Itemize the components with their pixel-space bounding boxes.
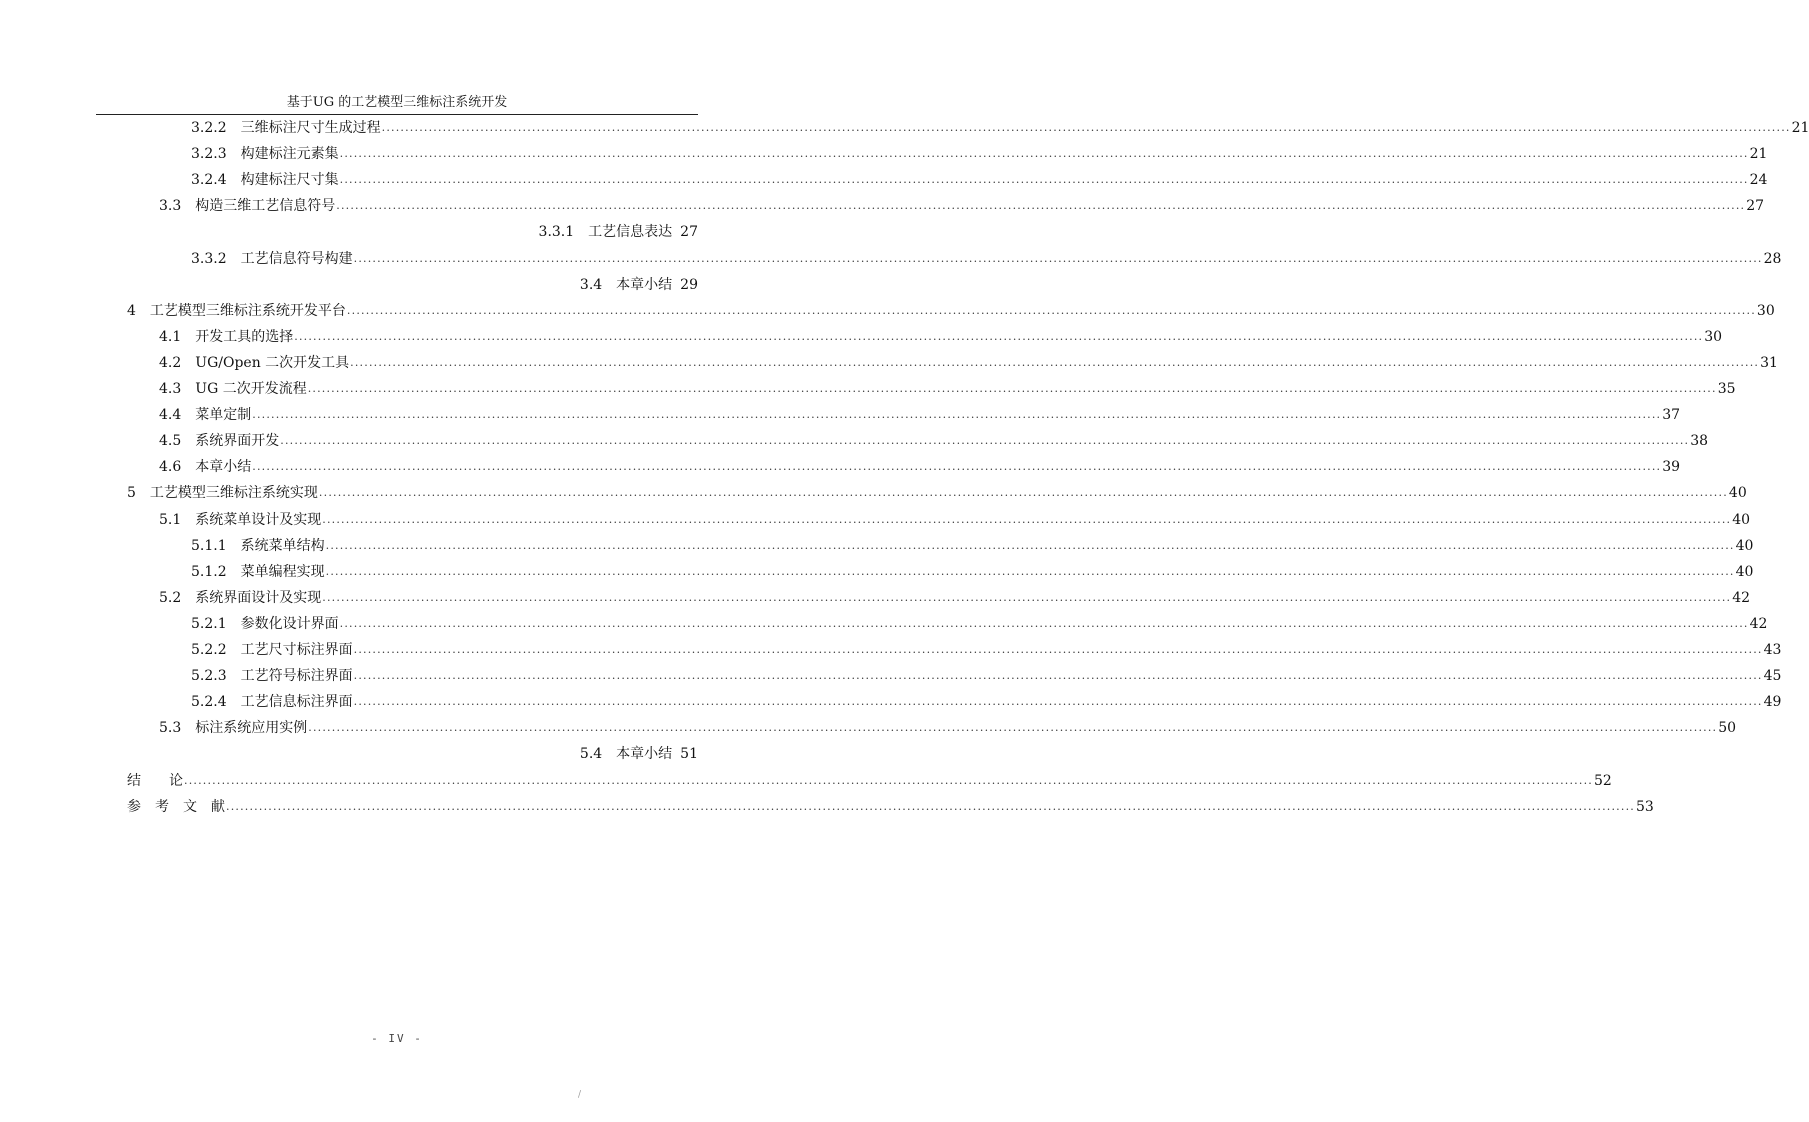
toc-entry[interactable] [127,768,1612,794]
page-header-title: 基于UG 的工艺模型三维标注系统开发 [286,95,508,110]
toc-entry-number: 5.2.1 [191,615,227,632]
toc-entry-number: 3.4 [579,276,603,293]
toc-entry-number: 4.6 [159,459,182,476]
toc-entry-title: 工艺模型三维标注系统实现 [149,485,318,502]
toc-entry-number: 3.3.2 [191,250,227,267]
toc-entry-title: 三维标注尺寸生成过程 [240,120,381,136]
toc-entry[interactable] [191,533,1754,559]
toc-dot-leader: ............................................................................................................................................................................................................................................................................................................ [322,512,1732,526]
toc-entry-page: 30 [1756,302,1775,319]
toc-entry-number: 4.4 [159,407,182,424]
toc-entry[interactable] [159,324,1723,350]
toc-entry[interactable] [159,507,1751,533]
toc-dot-leader: ............................................................................................................................................................................................................................................................................................................ [339,616,1749,630]
toc-entry-number: 5.2.3 [191,668,227,685]
toc-entry-page: 53 [1635,798,1654,815]
toc-entry-page: 40 [1735,563,1754,580]
footer-page-number: - IV - [371,1032,423,1045]
toc-entry-number: 5.1.1 [191,537,227,554]
toc-entry-number: 5.1.2 [191,563,227,580]
toc-dot-leader: ............................................................................................................................................................................................................................................................................................................ [322,590,1732,604]
toc-entry-page: 37 [1662,407,1681,424]
toc-entry-title: 开发工具的选择 [195,328,294,345]
toc-entry-title: 系统菜单结构 [240,537,325,554]
toc-entry-number: 3.3 [159,198,182,215]
toc-entry[interactable] [191,115,1809,141]
toc-entry-number: 4.2 [159,354,182,371]
toc-dot-leader: ............................................................................................................................................................................................................................................................................................................ [325,538,1735,552]
toc-entry-title: 菜单定制 [195,407,252,424]
toc-entry[interactable] [159,193,1765,219]
toc-entry-title: 菜单编程实现 [240,563,325,580]
toc-dot-leader: ............................................................................................................................................................................................................................................................................................................ [353,643,1763,656]
toc-entry[interactable] [191,167,1768,193]
toc-entry-title: 工艺符号标注界面 [240,668,353,685]
toc-entry-number: 5.2 [159,589,182,606]
toc-dot-leader: ............................................................................................................................................................................................................................................................................................................ [280,434,1690,448]
toc-entry-page: 39 [1662,459,1681,476]
toc-entry-number: 3.3.1 [538,224,575,241]
toc-entry-title: 工艺信息符号构建 [240,250,353,267]
toc-entry[interactable] [159,272,698,298]
toc-entry[interactable] [191,246,1782,272]
toc-entry-number: 3.2.4 [191,172,227,189]
toc-entry-page: 52 [1593,772,1612,789]
toc-entry[interactable] [191,219,698,245]
toc-entry-number: 4.5 [159,433,182,450]
toc-entry-title: 本章小结 [195,459,252,476]
toc-entry-number: 4.3 [159,381,182,397]
toc-entry[interactable] [191,637,1782,663]
toc-entry[interactable] [159,402,1681,428]
toc-dot-leader: ............................................................................................................................................................................................................................................................................................................ [252,408,1662,422]
toc-entry[interactable] [191,141,1768,167]
toc-entry-page: 21 [1791,120,1809,136]
toc-entry-title: 参数化设计界面 [240,615,339,632]
toc-dot-leader: ............................................................................................................................................................................................................................................................................................................ [353,669,1763,683]
toc-entry-page: 27 [680,224,698,241]
toc-entry-page: 40 [1732,511,1751,528]
toc-entry-number: 4 [127,302,136,319]
toc-dot-leader: ............................................................................................................................................................................................................................................................................................................ [339,173,1749,187]
toc-entry[interactable] [159,454,1681,480]
toc-entry-title: 工艺信息标注界面 [240,694,353,711]
toc-entry-title: 构造三维工艺信息符号 [195,198,336,215]
toc-entry[interactable] [159,376,1736,402]
toc-dot-leader: ............................................................................................................................................................................................................................................................................................................ [353,695,1763,709]
toc-entry-page: 29 [680,276,698,293]
toc-entry-title: 本章小结 [616,746,673,763]
toc-entry-page: 43 [1763,642,1782,658]
toc-entry-number: 5 [127,485,136,502]
toc-entry-number: 5.1 [159,511,182,528]
toc-entry-title: 参 考 文 献 [127,798,225,815]
corner-mark: / [578,1090,582,1100]
toc-entry-page: 42 [1749,615,1768,632]
toc-entry-title: 构建标注元素集 [240,146,339,163]
toc-dot-leader: ............................................................................................................................................................................................................................................................................................................ [184,773,1593,787]
toc-dot-leader: ............................................................................................................................................................................................................................................................................................................ [252,460,1662,474]
toc-entry-number: 5.2.4 [191,694,227,711]
toc-dot-leader: ............................................................................................................................................................................................................................................................................................................ [226,799,1635,813]
toc-dot-leader: ............................................................................................................................................................................................................................................................................................................ [339,147,1749,161]
toc-entry-page: 50 [1718,720,1737,737]
toc-entry[interactable] [191,559,1754,585]
toc-dot-leader: ............................................................................................................................................................................................................................................................................................................ [294,329,1704,343]
toc-dot-leader: ............................................................................................................................................................................................................................................................................................................ [318,486,1728,500]
toc-entry-title: 系统界面设计及实现 [195,589,322,606]
toc-entry[interactable] [191,611,1768,637]
toc-dot-leader: ............................................................................................................................................................................................................................................................................................................ [346,303,1756,317]
toc-entry-page: 40 [1728,485,1747,502]
toc-entry[interactable] [191,663,1782,689]
toc-entry-page: 31 [1760,354,1778,371]
toc-entry-number: 3.2.2 [191,120,227,136]
toc-dot-leader: ............................................................................................................................................................................................................................................................................................................ [381,121,1791,134]
toc-entry-title: 本章小结 [616,276,673,293]
toc-dot-leader: ............................................................................................................................................................................................................................................................................................................ [308,721,1718,735]
toc-entry[interactable] [191,689,1782,715]
toc-entry-page: 24 [1749,172,1768,189]
toc-entry-title: UG/Open 二次开发工具 [195,354,350,371]
toc-entry[interactable] [127,480,1747,506]
toc-entry-number: 3.2.3 [191,146,227,163]
toc-entry-page: 51 [680,746,698,763]
toc-entry[interactable] [159,428,1709,454]
toc-entry[interactable] [159,585,1751,611]
toc-dot-leader: ............................................................................................................................................................................................................................................................................................................ [350,355,1760,369]
toc-entry-title: 系统菜单设计及实现 [195,511,322,528]
toc-entry-number: 5.2.2 [191,642,227,658]
toc-entry-title: 标注系统应用实例 [195,720,308,737]
toc-entry-title: 构建标注尺寸集 [240,172,339,189]
toc-entry-page: 38 [1690,433,1709,450]
toc-entry[interactable] [159,741,698,767]
toc-entry-page: 27 [1746,198,1765,215]
toc-dot-leader: ............................................................................................................................................................................................................................................................................................................ [307,382,1717,395]
toc-entry-page: 21 [1749,146,1768,163]
toc-entry-number: 4.1 [159,328,182,345]
toc-entry-page: 30 [1704,328,1723,345]
toc-entry[interactable] [127,298,1775,324]
toc-entry-page: 35 [1717,381,1736,397]
toc-entry-title: 工艺尺寸标注界面 [240,642,353,658]
toc-entry[interactable] [159,350,1778,376]
toc-entry-title: UG 二次开发流程 [195,381,307,397]
toc-entry-number: 5.4 [579,746,603,763]
toc-entry-page: 28 [1763,250,1782,267]
toc-entry-page: 49 [1763,694,1782,711]
toc-entry-title: 系统界面开发 [195,433,280,450]
toc-entry[interactable] [159,715,1737,741]
toc-entry-title: 结 论 [127,772,183,789]
toc-dot-leader: ............................................................................................................................................................................................................................................................................................................ [336,199,1746,213]
toc-entry[interactable] [127,794,1654,820]
toc-entry-page: 42 [1732,589,1751,606]
toc-entry-title: 工艺模型三维标注系统开发平台 [149,302,346,319]
toc-entry-number: 5.3 [159,720,182,737]
toc-dot-leader: ............................................................................................................................................................................................................................................................................................................ [325,564,1735,578]
toc-dot-leader: ............................................................................................................................................................................................................................................................................................................ [353,251,1763,265]
toc-entry-page: 40 [1735,537,1754,554]
toc-entry-page: 45 [1763,668,1782,685]
toc-entry-title: 工艺信息表达 [588,224,673,241]
